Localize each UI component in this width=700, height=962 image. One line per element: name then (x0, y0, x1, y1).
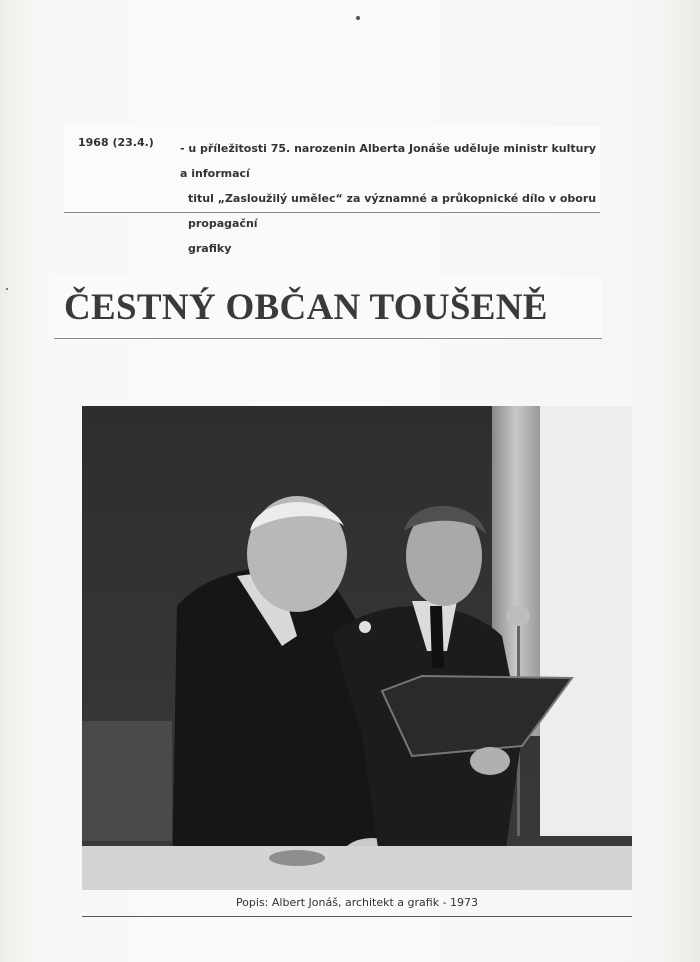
right-man-tie (430, 606, 444, 668)
photo-clipping (82, 406, 632, 917)
bright-window (540, 406, 632, 836)
table-item (269, 850, 325, 866)
ceremony-photo (82, 406, 632, 890)
award-entry-clipping (64, 126, 600, 255)
lapel-badge (359, 621, 371, 633)
page-heading: ČESTNÝ OBČAN TOUŠENĚ (64, 287, 548, 328)
entry-line: grafiky (188, 242, 232, 255)
paper-speck (6, 288, 8, 290)
entry-line: titul „Zasloužilý umělec“ za významné a průkopnické dílo v oboru propagační (188, 192, 597, 230)
entry-line: - u příležitosti 75. narozenin Alberta Jonáše uděluje ministr kultury a informací (180, 142, 597, 180)
table-cloth (82, 846, 632, 890)
lectern (82, 721, 172, 841)
paper-speck (356, 16, 360, 20)
entry-date: 1968 (23.4.) (78, 136, 154, 149)
heading-clipping (54, 276, 602, 339)
photo-caption: Popis: Albert Jonáš, architekt a grafik - 1973 (235, 896, 479, 909)
microphone (506, 606, 530, 626)
entry-text (180, 136, 600, 261)
right-man-hand (470, 747, 510, 775)
